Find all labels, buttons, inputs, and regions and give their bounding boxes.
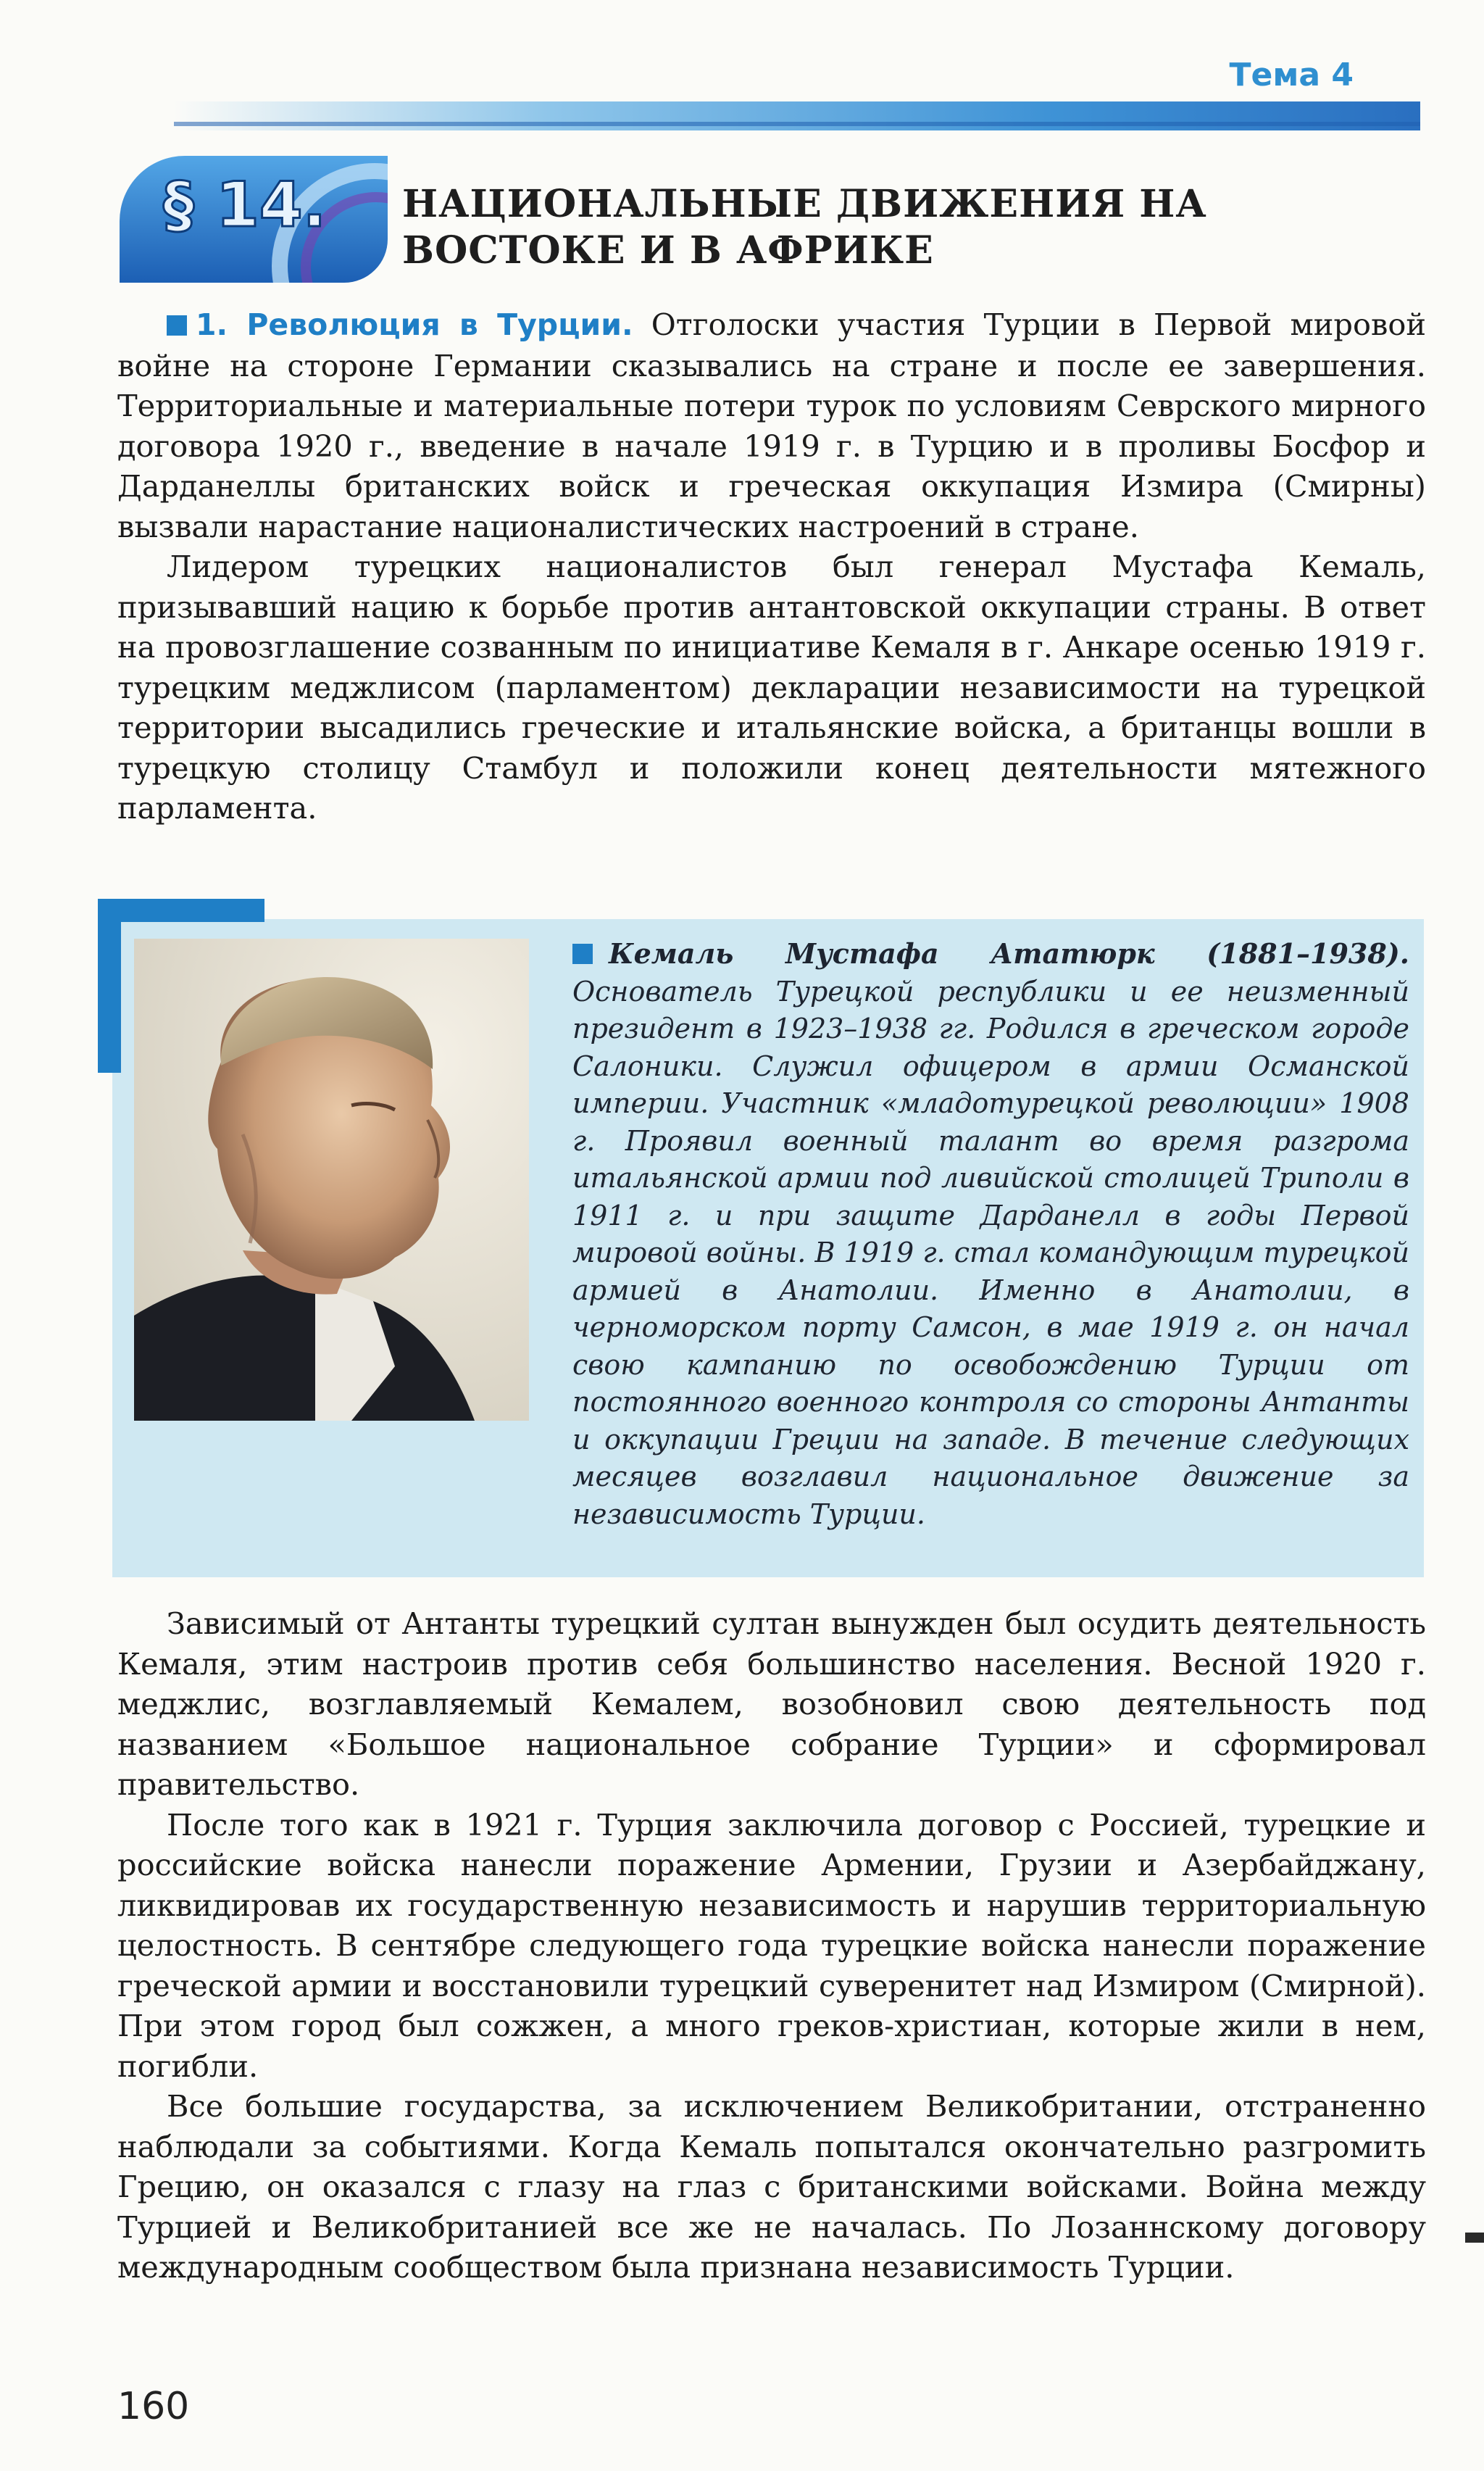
page-number: 160: [117, 2385, 190, 2428]
paragraph-number-badge: [120, 156, 388, 283]
paragraph-number: § 14.: [163, 169, 327, 241]
header-band: [174, 101, 1420, 130]
paragraph-4: После того как в 1921 г. Турция заключила договор с Россией, турецкие и российские войска нанесли поражение Армении, Грузии и Азербайджану, ликвидировав их государственную независимость и нарушив территориальную целостность. В сентябре следующего года турецкие войска нанесли поражение греческой армии и восстановили турецкий суверенитет над Измиром (Смирной). При этом город был сожжен, а много греков-христиан, которые жили в нем, погибли.: [117, 1806, 1426, 2084]
box-corner-bracket: [98, 899, 121, 1073]
paragraph-3: Зависимый от Антанты турецкий султан вынужден был осудить деятельность Кемаля, этим настроив против себя большинство населения. Весной 1920 г. меджлис, возглавляемый Кемалем, возобновил свою деятельность под названием «Большое национальное собрание Турции» и сформировал правительство.: [117, 1606, 1426, 1802]
section-marker-icon: [167, 315, 187, 336]
paragraph-5: Все большие государства, за исключением Великобритании, отстраненно наблюдали за событиями. Когда Кемаль попытался окончательно разгромить Грецию, он оказался с глазу на глаз с британскими войсками. Война между Турцией и Великобританией все же не началась. По Лозаннскому договору международным сообществом была признана независимость Турции.: [117, 2088, 1426, 2285]
section-1-text: [117, 304, 1426, 828]
paragraph-1: [117, 304, 1426, 547]
main-text-continued: [117, 1603, 1426, 2288]
topic-label: Тема 4: [1229, 57, 1354, 94]
biography-text: [572, 935, 1409, 1533]
paragraph-1-text: Отголоски участия Турции в Первой мировой войне на стороне Германии сказывались на стране и после ее завершения. Территориальные и материальные потери турок по условиям Севрского мирного договора 1920 г., введение в начале 1919 г. в Турцию и в проливы Босфор и Дарданеллы британских войск и греческая оккупация Измира (Смирны) вызвали нарастание националистических настроений в стране.: [117, 307, 1426, 544]
paragraph-2: Лидером турецких националистов был генерал Мустафа Кемаль, призывавший нацию к борьбе против антантовской оккупации страны. В ответ на провозглашение созванным по инициативе Кемаля в г. Анкаре осенью 1919 г. турецким меджлисом (парламентом) декларации независимости на турецкой территории высадились греческие и итальянские войска, а британцы вошли в турецкую столицу Стамбул и положили конец деятельности мятежного парламента.: [117, 549, 1426, 826]
bio-marker-icon: [572, 944, 593, 964]
box-corner-bracket-top: [98, 899, 264, 922]
portrait-image: [134, 939, 529, 1421]
section-heading: 1. Революция в Турции.: [196, 307, 633, 342]
bio-description: Основатель Турецкой республики и ее неизменный президент в 1923–1938 гг. Родился в греческом городе Салоники. Служил офицером в армии Османской империи. Участник «младотурецкой революции» 1908 г. Проявил военный талант во время разгрома итальянской армии под ливийской столицей Триполи в 1911 г. и при защите Дарданелл в годы Первой мировой войны. В 1919 г. стал командующим турецкой армией в Анатолии. Именно в Анатолии, в черноморском порту Самсон, в мае 1919 г. он начал свою кампанию по освобождению Турции от постоянного военного контроля со стороны Антанты и оккупации Греции на западе. В течение следующих месяцев возглавил национальное движение за независимость Турции.: [572, 975, 1409, 1530]
bio-person-name: Кемаль Мустафа Ататюрк (1881–1938).: [609, 937, 1409, 970]
margin-tab-mark: [1465, 2233, 1484, 2243]
chapter-title: НАЦИОНАЛЬНЫЕ ДВИЖЕНИЯ НА ВОСТОКЕ И В АФРИКЕ: [402, 182, 1207, 273]
